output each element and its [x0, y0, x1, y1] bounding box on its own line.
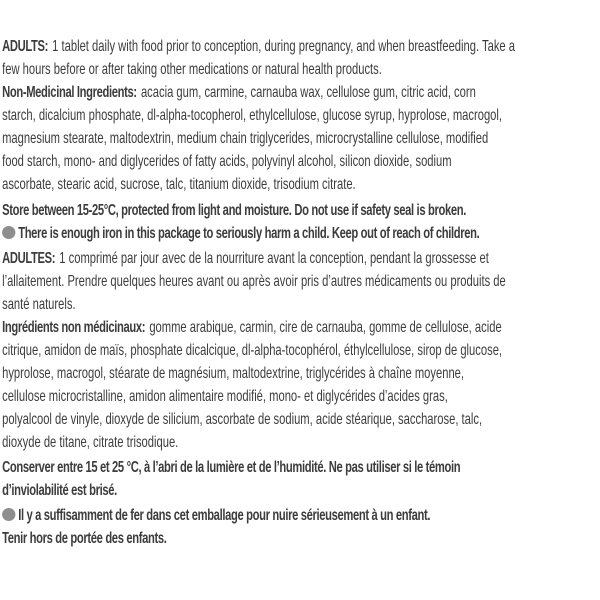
en-dosage-heading: ADULTS:	[2, 38, 48, 55]
text-line: santé naturels.	[2, 296, 76, 313]
text-line-content: Il y a suffisamment de fer dans cet emballage pour nuire sérieusement à un enfant.	[18, 507, 431, 524]
text-line-content: acacia gum, carmine, carnauba wax, cellulose gum, citric acid, corn	[140, 84, 476, 101]
text-line: food starch, mono- and diglycerides of fatty acids, polyvinyl alcohol, silicon dioxide, sodium	[2, 153, 452, 170]
text-line: Store between 15-25°C, protected from light and moisture. Do not use if safety seal is broken.	[2, 202, 466, 219]
en-non-medicinal-paragraph	[2, 81, 600, 196]
text-line: citrique, amidon de maïs, phosphate dicalcique, dl-alpha-tocophérol, éthylcellulose, sirop de glucose,	[2, 342, 503, 359]
fr-iron-warning-paragraph	[2, 504, 600, 550]
fr-dosage-paragraph	[2, 247, 600, 316]
text-line-content: 1 comprimé par jour avec de la nourriture avant la conception, pendant la grossesse et	[59, 250, 489, 267]
en-storage-paragraph	[2, 199, 600, 222]
text-line: d’inviolabilité est brisé.	[2, 482, 117, 499]
text-line: l’allaitement. Prendre quelques heures avant ou après avoir pris d’autres médicaments ou produits de	[2, 273, 506, 290]
text-line: Conserver entre 15 et 25 °C, à l’abri de la lumière et de l’humidité. Ne pas utiliser si le témoin	[2, 459, 461, 476]
fr-non-medicinal-paragraph	[2, 316, 600, 454]
text-line: starch, dicalcium phosphate, dl-alpha-tocopherol, ethylcellulose, glucose syrup, hyprolose, macrogol,	[2, 107, 503, 124]
text-line: dioxyde de titane, citrate trisodique.	[2, 434, 179, 451]
en-iron-warning-paragraph	[2, 222, 600, 245]
text-line-content: 1 tablet daily with food prior to conception, during pregnancy, and when breastfeeding. Take a	[52, 38, 515, 55]
fr-non-medicinal-heading: Ingrédients non médicinaux:	[2, 319, 146, 336]
text-line: ascorbate, stearic acid, sucrose, talc, titanium dioxide, trisodium citrate.	[2, 176, 356, 193]
text-line: Tenir hors de portée des enfants.	[2, 530, 167, 547]
en-dosage-paragraph	[2, 35, 600, 81]
text-line	[2, 222, 600, 245]
en-non-medicinal-heading: Non-Medicinal Ingredients:	[2, 84, 137, 101]
fr-dosage-heading: ADULTES:	[2, 250, 56, 267]
text-line	[2, 316, 600, 339]
text-line	[2, 35, 600, 58]
text-line: polyalcool de vinyle, dioxyde de silicium, ascorbate de sodium, acide stéarique, saccharose, talc,	[2, 411, 483, 428]
text-line-content: There is enough iron in this package to seriously harm a child. Keep out of reach of children.	[18, 225, 480, 242]
warning-bullet-icon	[2, 226, 15, 239]
warning-bullet-icon	[2, 508, 15, 521]
text-line	[2, 247, 600, 270]
text-line: few hours before or after taking other medications or natural health products.	[2, 61, 382, 78]
text-line-content: gomme arabique, carmin, cire de carnauba, gomme de cellulose, acide	[149, 319, 502, 336]
text-line: cellulose microcristalline, amidon alimentaire modifié, mono- et diglycérides d’acides gras,	[2, 388, 448, 405]
text-line	[2, 81, 600, 104]
text-line: magnesium stearate, maltodextrin, medium chain triglycerides, microcrystalline cellulose, modified	[2, 130, 489, 147]
text-line	[2, 504, 600, 527]
text-line: hyprolose, macrogol, stéarate de magnésium, maltodextrine, triglycérides à chaîne moyenne,	[2, 365, 465, 382]
fr-storage-paragraph	[2, 456, 600, 502]
